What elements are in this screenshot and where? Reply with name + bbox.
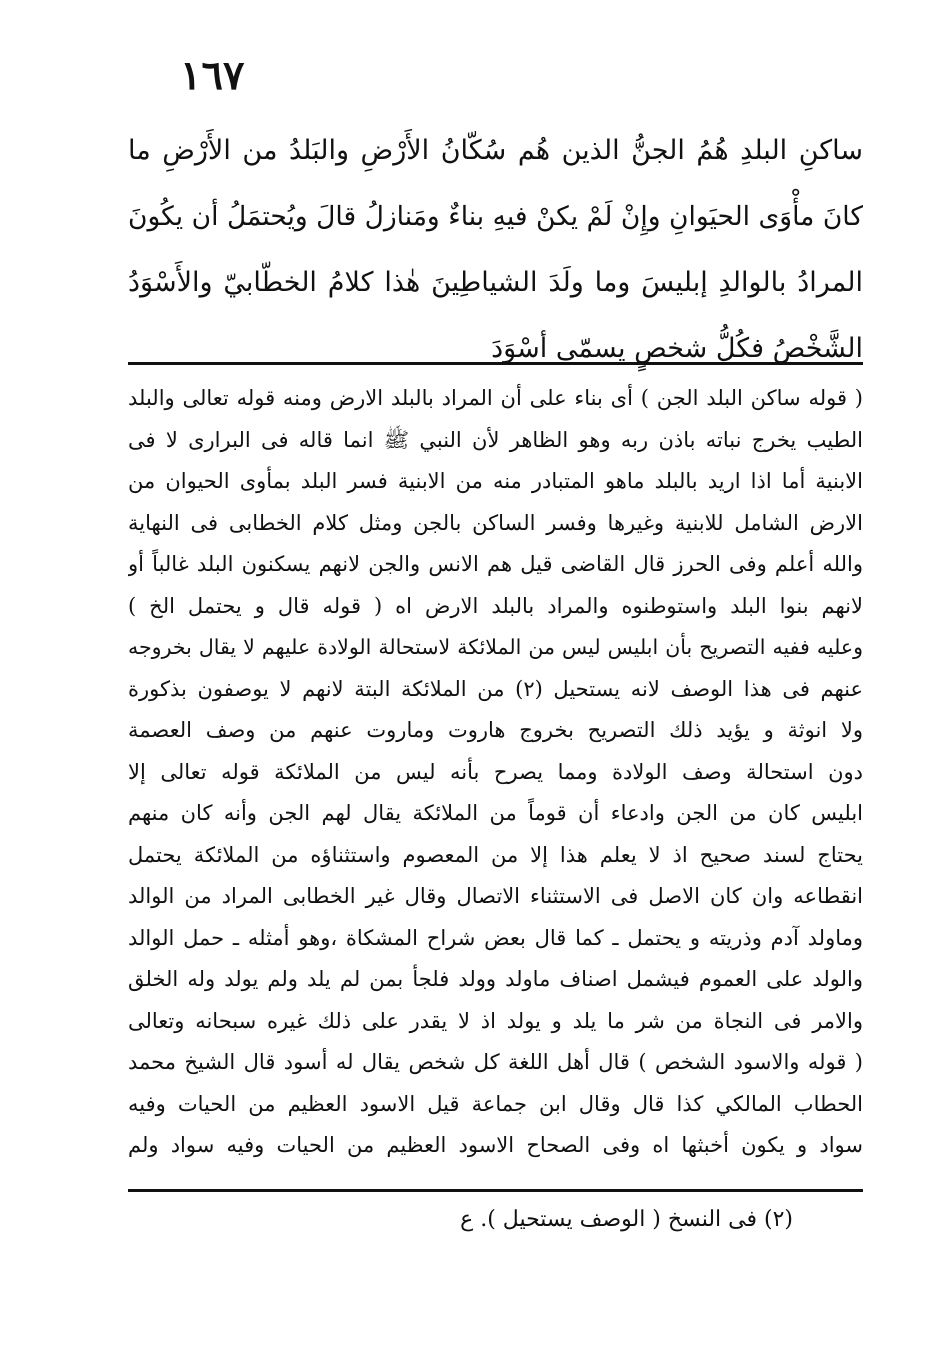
commentary-line: الابنية أما اذا اريد بالبلد ماهو المتبادر منه من الابنية فسر البلد بمأوى الحيوان من [128, 469, 863, 493]
commentary-line: والله أعلم وفى الحرز قال القاضى قيل هم الانس والجن لانهم يسكنون البلد غالباً أو [128, 552, 863, 576]
commentary-line: ولا انوثة و يؤيد ذلك التصريح بخروج هاروت وماروت عنهم من وصف العصمة [128, 718, 863, 742]
commentary-line: وماولد آدم وذريته و يحتمل ـ كما قال بعض شراح المشكاة ،وهو أمثله ـ حمل الوالد [128, 925, 863, 950]
main-text-line: ساكنِ البلدِ هُمُ الجنُّ الذين هُم سُكّانُ الأَرْضِ والبَلدُ من الأَرْضِ ما [128, 135, 863, 166]
commentary-line: عنهم فى هذا الوصف لانه يستحيل (٢) من الملائكة البتة لانهم لا يوصفون بذكورة [128, 676, 863, 701]
commentary-line: الطيب يخرج نباته باذن ربه وهو الظاهر لأن النبي ﷺ انما قاله فى البرارى لا فى [128, 427, 863, 452]
main-text [128, 118, 863, 382]
commentary-line: لانهم بنوا البلد واستوطنوه والمراد بالبلد الارض اه ( قوله قال و يحتمل الخ ) [128, 593, 863, 618]
commentary-text [128, 378, 863, 1167]
main-text-line: الشَّخْصُ فكُلُّ شخصٍ يسمّى أسْوَدَ [491, 333, 863, 364]
commentary-line: ( قوله ساكن البلد الجن ) أى بناء على أن المراد بالبلد الارض ومنه قوله تعالى والبلد [128, 386, 863, 410]
separator-rule-top [128, 362, 863, 365]
commentary-line: الارض الشامل للابنية وغيرها وفسر الساكن بالجن ومثل كلام الخطابى فى النهاية [128, 510, 863, 535]
main-text-line: كانَ مأْوَى الحيَوانِ وإِنْ لَمْ يكنْ فيهِ بناءٌ ومَنازلُ قالَ ويُحتمَلُ أن يكُونَ [128, 201, 863, 232]
separator-rule-bottom [128, 1189, 863, 1192]
commentary-line: والولد على العموم فيشمل اصناف ماولد وولد فلجأ بمن لم يلد ولم يولد وله الخلق [128, 967, 863, 991]
commentary-line: انقطاعه وان كان الاصل فى الاستثناء الاتصال وقال غير الخطابى المراد من الوالد [128, 884, 863, 908]
commentary-line: ( قوله والاسود الشخص ) قال أهل اللغة كل شخص يقال له أسود قال الشيخ محمد [128, 1050, 863, 1074]
commentary-line: الحطاب المالكي كذا قال وقال ابن جماعة قيل الاسود العظيم من الحيات وفيه [128, 1091, 863, 1116]
commentary-line: والامر فى النجاة من شر ما يلد و يولد اذ لا يقدر على ذلك غيره سبحانه وتعالى [128, 1008, 863, 1033]
commentary-line: يحتاج لسند صحيح اذ لا يعلم هذا إلا من المعصوم واستثناؤه من الملائكة يحتمل [128, 842, 863, 867]
commentary-line: سواد و يكون أخبثها اه وفى الصحاح الاسود العظيم من الحيات وفيه سواد ولم [128, 1133, 863, 1157]
commentary-line: دون استحالة وصف الولادة ومما يصرح بأنه ليس من الملائكة قوله تعالى إلا [128, 759, 863, 784]
footnote: (٢) فى النسخ ( الوصف يستحيل ). ع [460, 1207, 793, 1232]
commentary-line: ابليس كان من الجن وادعاء أن قوماً من الملائكة يقال لهم الجن وأنه كان منهم [128, 801, 863, 825]
page-number: ١٦٧ [180, 52, 245, 99]
main-text-line: المرادُ بالوالدِ إبليسَ وما ولَدَ الشياطِينَ هٰذا كلامُ الخطّابيّ والأَسْوَدُ [128, 267, 863, 298]
commentary-line: وعليه ففيه التصريح بأن ابليس ليس من الملائكة لاستحالة الولادة عليهم لا يقال بخروجه [128, 635, 863, 659]
